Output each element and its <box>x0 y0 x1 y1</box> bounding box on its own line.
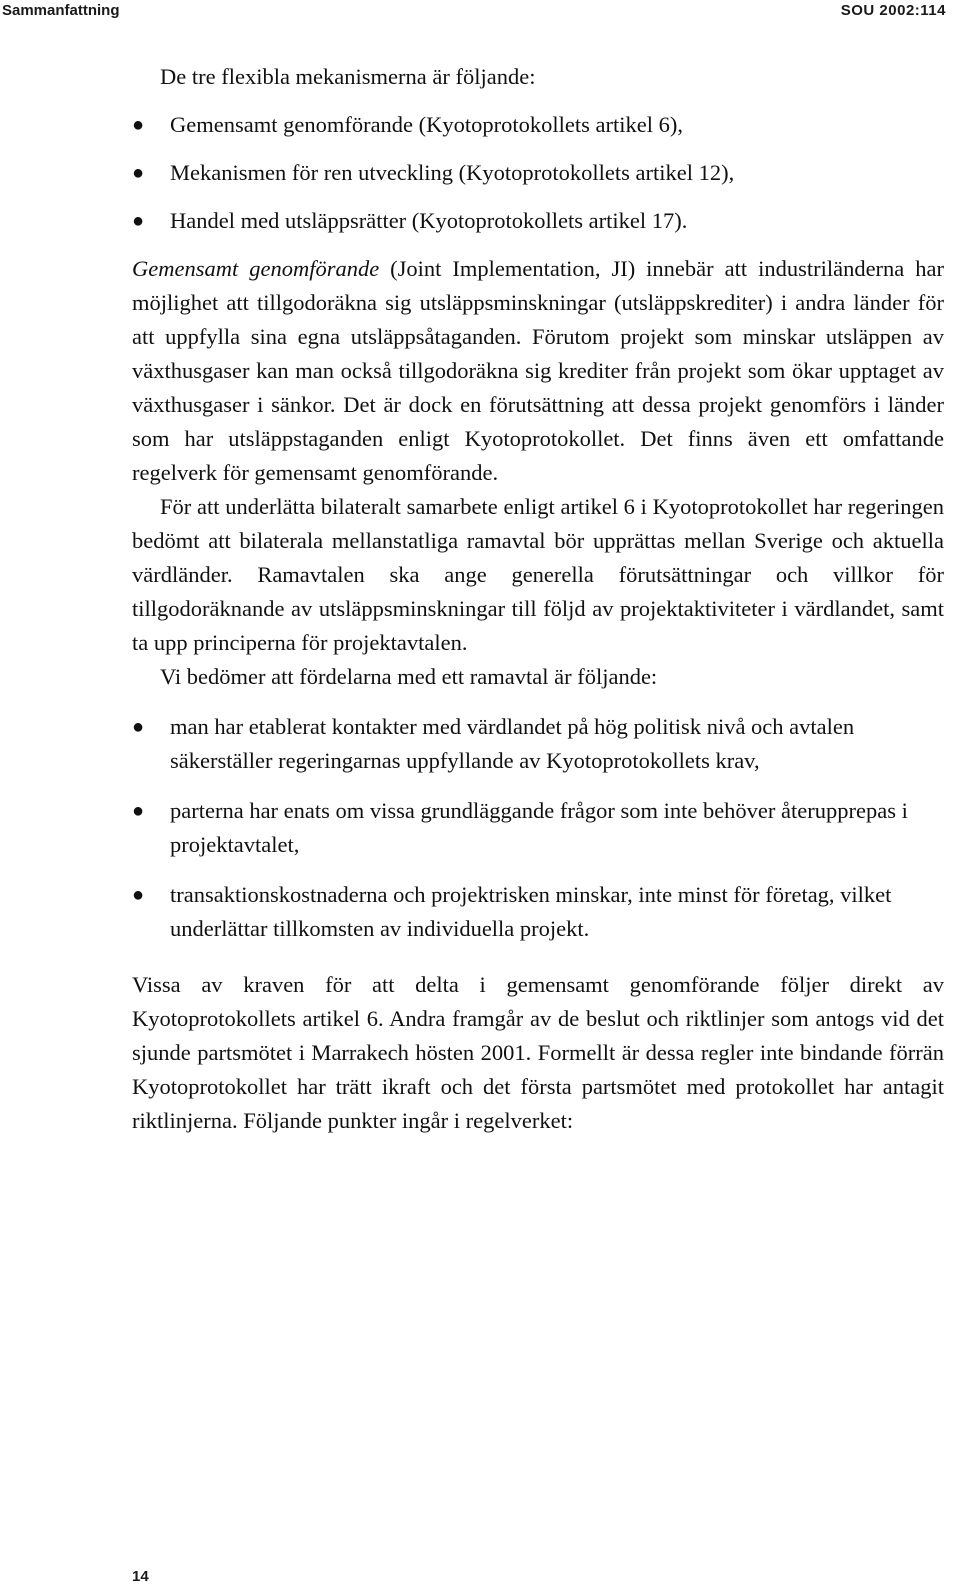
list-item <box>132 794 944 862</box>
intro-text: De tre flexibla mekanismerna är följande: <box>160 64 536 89</box>
bullet-icon: ● <box>132 884 145 906</box>
list-item-text: Gemensamt genomförande (Kyotoprotokollets artikel 6), <box>170 112 683 137</box>
list-item <box>132 156 944 190</box>
paragraph-text: (Joint Implementation, JI) innebär att industriländerna har möjlighet att tillgodoräkna sig utsläppsminskningar (utsläppskrediter) i andra länder för att uppfylla sina egna utsläppsåtaganden. Förutom projekt som minskar utsläppen av växthusgaser kan man också tillgodoräkna sig krediter från projekt som ökar upptaget av växthusgaser i sänkor. Det är dock en förutsättning att dessa projekt genomförs i länder som har utsläppstaganden enligt Kyotoprotokollet. Det finns även ett omfattande regelverk för gemensamt genomförande. <box>132 256 944 485</box>
list-item-text: man har etablerat kontakter med värdlandet på hög politisk nivå och avtalen säkerställer regeringarnas uppfyllande av Kyotoprotokollets krav, <box>170 714 855 773</box>
paragraph-bilateral: För att underlätta bilateralt samarbete enligt artikel 6 i Kyotoprotokollet har regeringen bedömt att bilaterala mellanstatliga ramavtal bör upprättas mellan Sverige och aktuella värdländer. Ramavtalen ska ange generella förutsättningar och villkor för tillgodoräknande av utsläppsminskningar till följd av projektaktiviteter i värdlandet, samt ta upp principerna för projektavtalen. <box>132 494 944 655</box>
bullet-icon: ● <box>132 800 145 822</box>
list-item-text: Mekanismen för ren utveckling (Kyotoprotokollets artikel 12), <box>170 160 735 185</box>
list-item <box>132 878 944 946</box>
document-reference: SOU 2002:114 <box>840 2 946 19</box>
mechanisms-list <box>132 108 944 238</box>
page-header <box>0 0 960 22</box>
bullet-icon: ● <box>132 114 145 136</box>
section-title: Sammanfattning <box>2 2 120 19</box>
page-content <box>132 60 944 1138</box>
defined-term: Gemensamt genomförande <box>132 256 380 281</box>
list-item <box>132 710 944 778</box>
page-number: 14 <box>132 1568 149 1585</box>
list-item <box>132 108 944 142</box>
list-item-text: transaktionskostnaderna och projektrisken minskar, inte minst för företag, vilket underlättar tillkomsten av individuella projekt. <box>170 882 892 941</box>
list-item-text: parterna har enats om vissa grundläggande frågor som inte behöver återupprepas i projektavtalet, <box>170 798 908 857</box>
list-item-text: Handel med utsläppsrätter (Kyotoprotokollets artikel 17). <box>170 208 688 233</box>
bullet-icon: ● <box>132 210 145 232</box>
paragraph-joint-implementation <box>132 252 944 490</box>
bullet-icon: ● <box>132 162 145 184</box>
list-item <box>132 204 944 238</box>
bullet-icon: ● <box>132 716 145 738</box>
paragraph-benefits-intro: Vi bedömer att fördelarna med ett ramavtal är följande: <box>160 664 658 689</box>
paragraph-requirements: Vissa av kraven för att delta i gemensamt genomförande följer direkt av Kyotoprotokollets artikel 6. Andra framgår av de beslut och riktlinjer som antogs vid det sjunde partsmötet i Marrakech hösten 2001. Formellt är dessa regler inte bindande förrän Kyotoprotokollet har trätt ikraft och det första partsmötet med protokollet har antagit riktlinjerna. Följande punkter ingår i regelverket: <box>132 972 944 1133</box>
benefits-list <box>132 710 944 946</box>
